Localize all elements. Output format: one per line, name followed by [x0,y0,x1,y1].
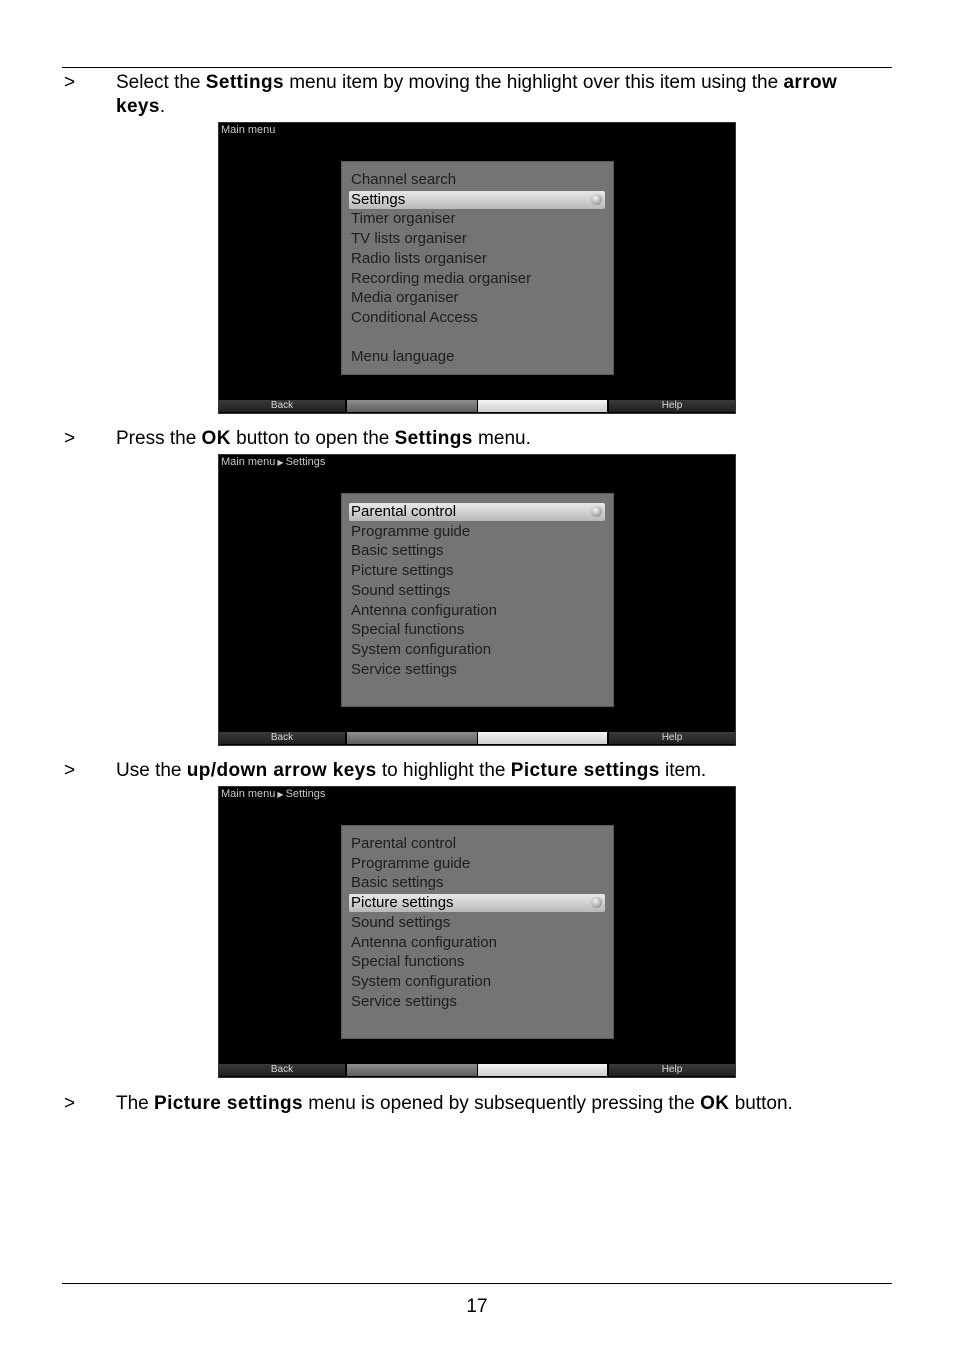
breadcrumb-item: Settings [285,456,326,468]
back-button[interactable]: Back [219,1064,345,1076]
menu-item[interactable] [351,914,450,932]
page-number: 17 [466,1296,488,1317]
screen-breadcrumb [221,787,325,802]
menu-item[interactable] [351,582,450,600]
text-run: menu item by moving the highlight over this item using the [283,72,784,93]
text-run: to highlight the [376,760,511,781]
menu-item[interactable] [351,171,456,189]
menu-item[interactable] [351,523,470,541]
menu-item-highlighted[interactable] [349,503,605,521]
menu-item-label: Channel search [351,171,457,188]
text-run: menu is opened by subsequently pressing the [302,1093,701,1114]
menu-item-label: Parental control [351,503,457,520]
menu-item-label: Recording media organiser [351,269,532,287]
text-run: item. [659,760,707,781]
menu-item[interactable] [351,641,491,659]
menu-item[interactable] [351,934,497,952]
grey-function-button[interactable] [347,1064,477,1076]
menu-item-label: Sound settings [351,581,451,599]
text-run: Press the [116,428,202,449]
text-run: button. [729,1093,793,1114]
step-bullet: > [64,72,76,93]
screen-breadcrumb [221,123,275,137]
white-function-button[interactable] [478,400,607,412]
menu-item[interactable] [351,270,531,288]
menu-item[interactable] [351,210,455,228]
step-bullet: > [64,760,76,781]
menu-panel [341,825,614,1039]
menu-item[interactable] [351,855,470,873]
menu-item-label: Programme guide [351,522,471,540]
help-button[interactable]: Help [609,400,735,412]
menu-item[interactable] [351,542,444,560]
menu-item-label: Basic settings [351,874,444,892]
bold-term: Picture settings [510,760,660,781]
menu-item[interactable] [351,621,464,639]
step-text [116,1092,892,1116]
grey-function-button[interactable] [347,732,477,744]
step-text [116,71,892,119]
top-rule [62,67,892,68]
menu-item-label: Settings [351,190,406,208]
breadcrumb-item: Settings [285,788,326,800]
white-function-button[interactable] [478,732,607,744]
screen-footer [219,399,735,413]
bottom-rule [62,1283,892,1284]
ok-button-icon [591,194,602,205]
breadcrumb-item: Main menu [221,456,276,468]
menu-item-highlighted[interactable] [349,191,605,209]
menu-item-label: Basic settings [351,542,444,560]
menu-item[interactable] [351,309,478,327]
step-text [116,427,892,451]
back-button[interactable]: Back [219,732,345,744]
white-function-button[interactable] [478,1064,607,1076]
menu-item-label: Service settings [351,660,457,678]
back-button[interactable]: Back [219,400,345,412]
text-run: . [159,96,166,117]
menu-item-highlighted[interactable] [349,894,605,912]
screen-breadcrumb [221,455,325,470]
menu-item-label: Parental control [351,835,457,852]
text-run: menu. [472,428,531,449]
help-button[interactable]: Help [609,1064,735,1076]
menu-item[interactable] [351,250,487,268]
grey-function-button[interactable] [347,400,477,412]
menu-item-label: Special functions [351,953,465,971]
menu-item[interactable] [351,230,467,248]
menu-item[interactable] [351,835,456,853]
breadcrumb-arrow-icon: ▶ [277,458,284,467]
bold-term: Settings [394,428,473,449]
step-text [116,759,892,783]
tv-screen-main-menu [218,122,736,414]
menu-item-label: Timer organiser [351,210,456,228]
menu-item[interactable] [351,973,491,991]
text-run: button to open the [230,428,395,449]
bold-term: Settings [205,72,284,93]
text-run: The [116,1093,155,1114]
bold-term: Picture settings [154,1093,303,1114]
screen-footer [219,731,735,745]
menu-item-label: Sound settings [351,913,451,931]
menu-item[interactable] [351,874,444,892]
menu-item-label: Antenna configuration [351,933,497,951]
breadcrumb-item: Main menu [221,788,276,800]
menu-item-label: Picture settings [351,894,454,912]
bold-term: OK [201,428,231,449]
menu-item-label: Conditional Access [351,308,478,326]
menu-item-label: Service settings [351,992,457,1010]
ok-button-icon [591,897,602,908]
menu-item-label: Picture settings [351,562,454,580]
menu-item-label: Radio lists organiser [351,249,487,267]
screen-footer [219,1063,735,1077]
breadcrumb-arrow-icon: ▶ [277,790,284,799]
ok-button-icon [591,506,602,517]
menu-panel [341,161,614,375]
menu-item[interactable] [351,602,497,620]
bold-term: OK [700,1093,730,1114]
tv-screen-settings [218,454,736,746]
menu-item-label: Programme guide [351,854,471,872]
step-bullet: > [64,428,76,449]
help-button[interactable]: Help [609,732,735,744]
menu-item-label: Menu language [351,348,455,366]
menu-item-label: TV lists organiser [351,230,467,248]
menu-item[interactable] [351,661,457,679]
menu-item-label: System configuration [351,640,492,658]
text-run: Select the [116,72,206,93]
tv-screen-settings-picture [218,786,736,1078]
menu-item[interactable] [351,993,457,1011]
menu-item-label: Antenna configuration [351,601,497,619]
menu-item-label: Special functions [351,621,465,639]
text-run: Use the [116,760,187,781]
menu-item[interactable] [351,953,464,971]
menu-panel [341,493,614,707]
menu-item[interactable] [351,289,459,307]
menu-item[interactable] [351,348,454,366]
step-bullet: > [64,1093,76,1114]
breadcrumb-item: Main menu [221,124,276,136]
bold-term: arrow keys [116,72,838,117]
menu-item[interactable] [351,562,454,580]
bold-term: up/down arrow keys [186,760,377,781]
menu-item-label: System configuration [351,972,492,990]
menu-item-label: Media organiser [351,289,459,307]
